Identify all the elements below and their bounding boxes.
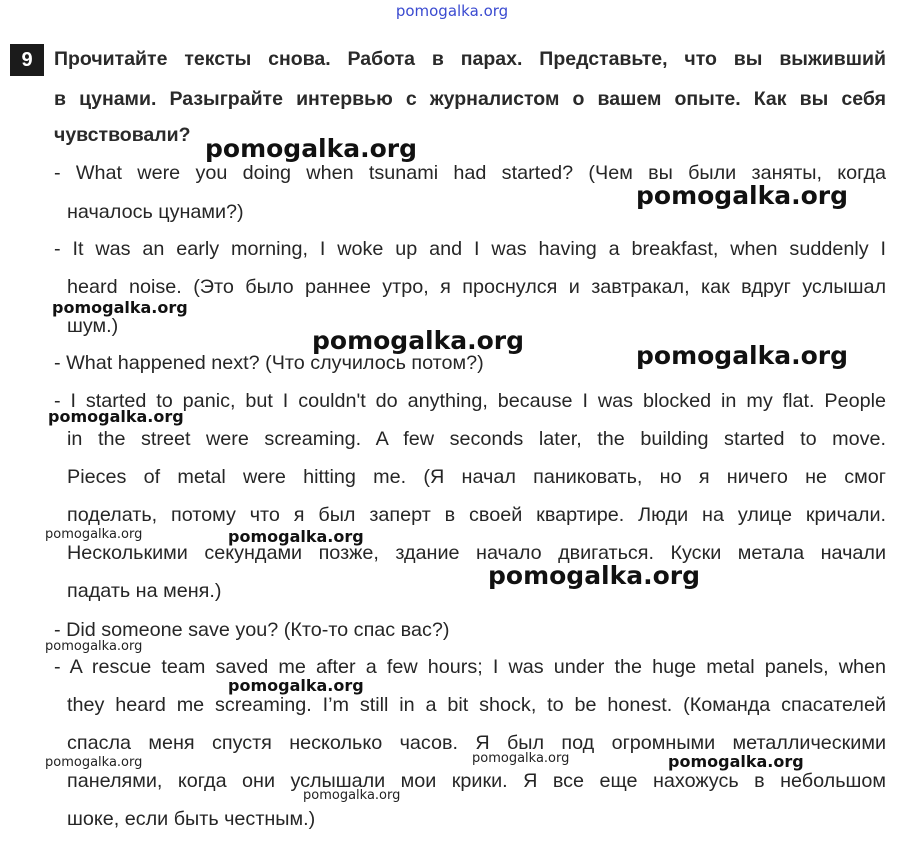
- watermark: pomogalka.org: [45, 639, 143, 654]
- dialogue-line: шум.): [67, 315, 119, 337]
- watermark: pomogalka.org: [312, 326, 525, 355]
- watermark: pomogalka.org: [228, 527, 364, 546]
- instruction-line: чувствовали?: [54, 124, 191, 146]
- watermark: pomogalka.org: [472, 751, 570, 766]
- watermark: pomogalka.org: [45, 527, 143, 542]
- instruction-line: Прочитайте тексты снова. Работа в парах. Представьте, что вы выживший: [54, 48, 886, 70]
- watermark: pomogalka.org: [488, 561, 701, 590]
- dialogue-line: - What were you doing when tsunami had started? (Чем вы были заняты, когда: [54, 162, 886, 184]
- instruction-line: в цунами. Разыграйте интервью с журналистом о вашем опыте. Как вы себя: [54, 88, 886, 110]
- dialogue-line: началось цунами?): [67, 201, 244, 223]
- watermark-top: pomogalka.org: [395, 2, 509, 20]
- watermark: pomogalka.org: [52, 298, 188, 317]
- dialogue-line: they heard me screaming. I’m still in a bit shock, to be honest. (Команда спасателей: [67, 694, 886, 716]
- watermark: pomogalka.org: [636, 341, 849, 370]
- dialogue-line: панелями, когда они услышали мои крики. Я все еще нахожусь в небольшом: [67, 770, 886, 792]
- watermark: pomogalka.org: [228, 676, 364, 695]
- watermark: pomogalka.org: [668, 752, 804, 771]
- watermark: pomogalka.org: [303, 788, 401, 803]
- dialogue-line: - Did someone save you? (Кто-то спас вас?): [54, 619, 450, 641]
- watermark: pomogalka.org: [636, 181, 849, 210]
- dialogue-line: поделать, потому что я был заперт в своей квартире. Люди на улице кричали.: [67, 504, 886, 526]
- dialogue-line: - A rescue team saved me after a few hours; I was under the huge metal panels, when: [54, 656, 886, 678]
- dialogue-line: - What happened next? (Что случилось потом?): [54, 352, 484, 374]
- watermark: pomogalka.org: [48, 407, 184, 426]
- dialogue-line: шоке, если быть честным.): [67, 808, 316, 830]
- dialogue-line: in the street were screaming. A few seconds later, the building started to move.: [67, 428, 886, 450]
- task-number-badge: 9: [10, 44, 44, 76]
- dialogue-line: - It was an early morning, I woke up and I was having a breakfast, when suddenly I: [54, 238, 886, 260]
- dialogue-line: Несколькими секундами позже, здание начало двигаться. Куски метала начали: [67, 542, 886, 564]
- watermark: pomogalka.org: [45, 755, 143, 770]
- dialogue-line: heard noise. (Это было раннее утро, я проснулся и завтракал, как вдруг услышал: [67, 276, 886, 298]
- dialogue-line: - I started to panic, but I couldn't do anything, because I was blocked in my flat. People: [54, 390, 886, 412]
- dialogue-line: падать на меня.): [67, 580, 222, 602]
- watermark: pomogalka.org: [205, 134, 418, 163]
- dialogue-line: Pieces of metal were hitting me. (Я начал паниковать, но я ничего не смог: [67, 466, 886, 488]
- dialogue-line: спасла меня спустя несколько часов. Я был под огромными металлическими: [67, 732, 886, 754]
